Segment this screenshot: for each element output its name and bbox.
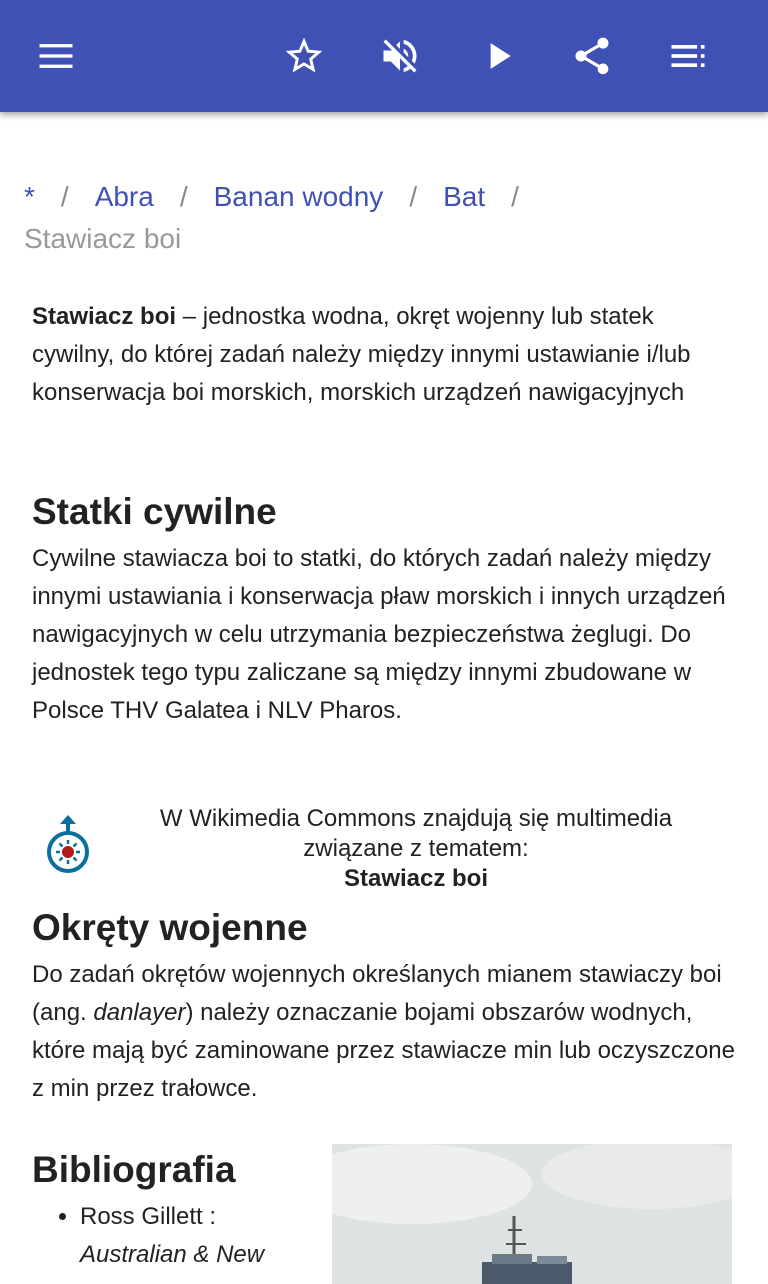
- breadcrumb-separator: /: [179, 181, 188, 212]
- section-heading-bibliography: Bibliografia: [32, 1149, 236, 1190]
- breadcrumb-link[interactable]: Abra: [94, 181, 154, 212]
- military-term: danlayer: [93, 999, 186, 1026]
- intro-term: Stawiacz boi: [32, 303, 177, 330]
- military-text: ) należy oznaczanie bojami obszarów wodnych, które mają być zaminowane przez stawiacze min lub oczyszczone z min przez trałowce.: [32, 999, 735, 1102]
- breadcrumb-separator: /: [409, 181, 418, 212]
- star-outline-icon: [282, 34, 326, 78]
- table-of-contents-icon: [666, 34, 710, 78]
- intro-paragraph: [32, 298, 736, 412]
- commons-box: [32, 800, 736, 900]
- breadcrumb-current: Stawiacz boi: [24, 223, 182, 254]
- favorite-button[interactable]: [276, 28, 332, 84]
- breadcrumb-link[interactable]: *: [24, 181, 35, 212]
- app-toolbar: [0, 0, 768, 112]
- wikimedia-commons-logo-icon[interactable]: [44, 814, 92, 876]
- breadcrumb-link[interactable]: Banan wodny: [213, 181, 384, 212]
- section-heading-civil: Statki cywilne: [32, 491, 277, 532]
- bibliography-title: Australian & New: [80, 1241, 265, 1268]
- intro-text: – jednostka wodna, okręt wojenny lub statek cywilny, do której zadań należy między innymi ustawianie i/lub konserwacja boi morskich, morskich urządzeń nawigacyjnych: [32, 303, 691, 406]
- contents-button[interactable]: [660, 28, 716, 84]
- hamburger-menu-icon: [34, 34, 78, 78]
- share-button[interactable]: [564, 28, 620, 84]
- volume-off-icon: [378, 34, 422, 78]
- sound-toggle-button[interactable]: [372, 28, 428, 84]
- civil-paragraph: Cywilne stawiacza boi to statki, do których zadań należy między innymi ustawiania i konserwacja pław morskich i innych urządzeń nawigacyjnych w celu utrzymania bezpieczeństwa żeglugi. Do jednostek tego typu zaliczane są między innymi zbudowane w Polsce THV Galatea i NLV Pharos.: [32, 545, 726, 724]
- breadcrumb-separator: /: [60, 181, 69, 212]
- share-icon: [570, 34, 614, 78]
- commons-text: [128, 804, 704, 894]
- breadcrumb-link[interactable]: Bat: [443, 181, 486, 212]
- ship-image: [332, 1144, 732, 1284]
- breadcrumb-separator: /: [511, 181, 519, 212]
- commons-topic-link[interactable]: Stawiacz boi: [343, 865, 489, 892]
- breadcrumb: [24, 176, 714, 260]
- bibliography-author: Ross Gillett :: [80, 1203, 217, 1230]
- menu-button[interactable]: [28, 28, 84, 84]
- commons-line: związane z tematem:: [303, 835, 529, 862]
- ship-photo[interactable]: [332, 1144, 732, 1284]
- section-heading-military: Okręty wojenne: [32, 907, 308, 948]
- military-text: Do zadań okrętów wojennych określanych mianem stawiaczy boi (ang.: [32, 961, 722, 1026]
- play-button[interactable]: [470, 28, 526, 84]
- play-icon: [476, 34, 520, 78]
- military-paragraph: [32, 956, 736, 1108]
- commons-line: W Wikimedia Commons znajdują się multimedia: [159, 805, 673, 832]
- list-item: [80, 1198, 330, 1274]
- bibliography-list: [32, 1198, 330, 1274]
